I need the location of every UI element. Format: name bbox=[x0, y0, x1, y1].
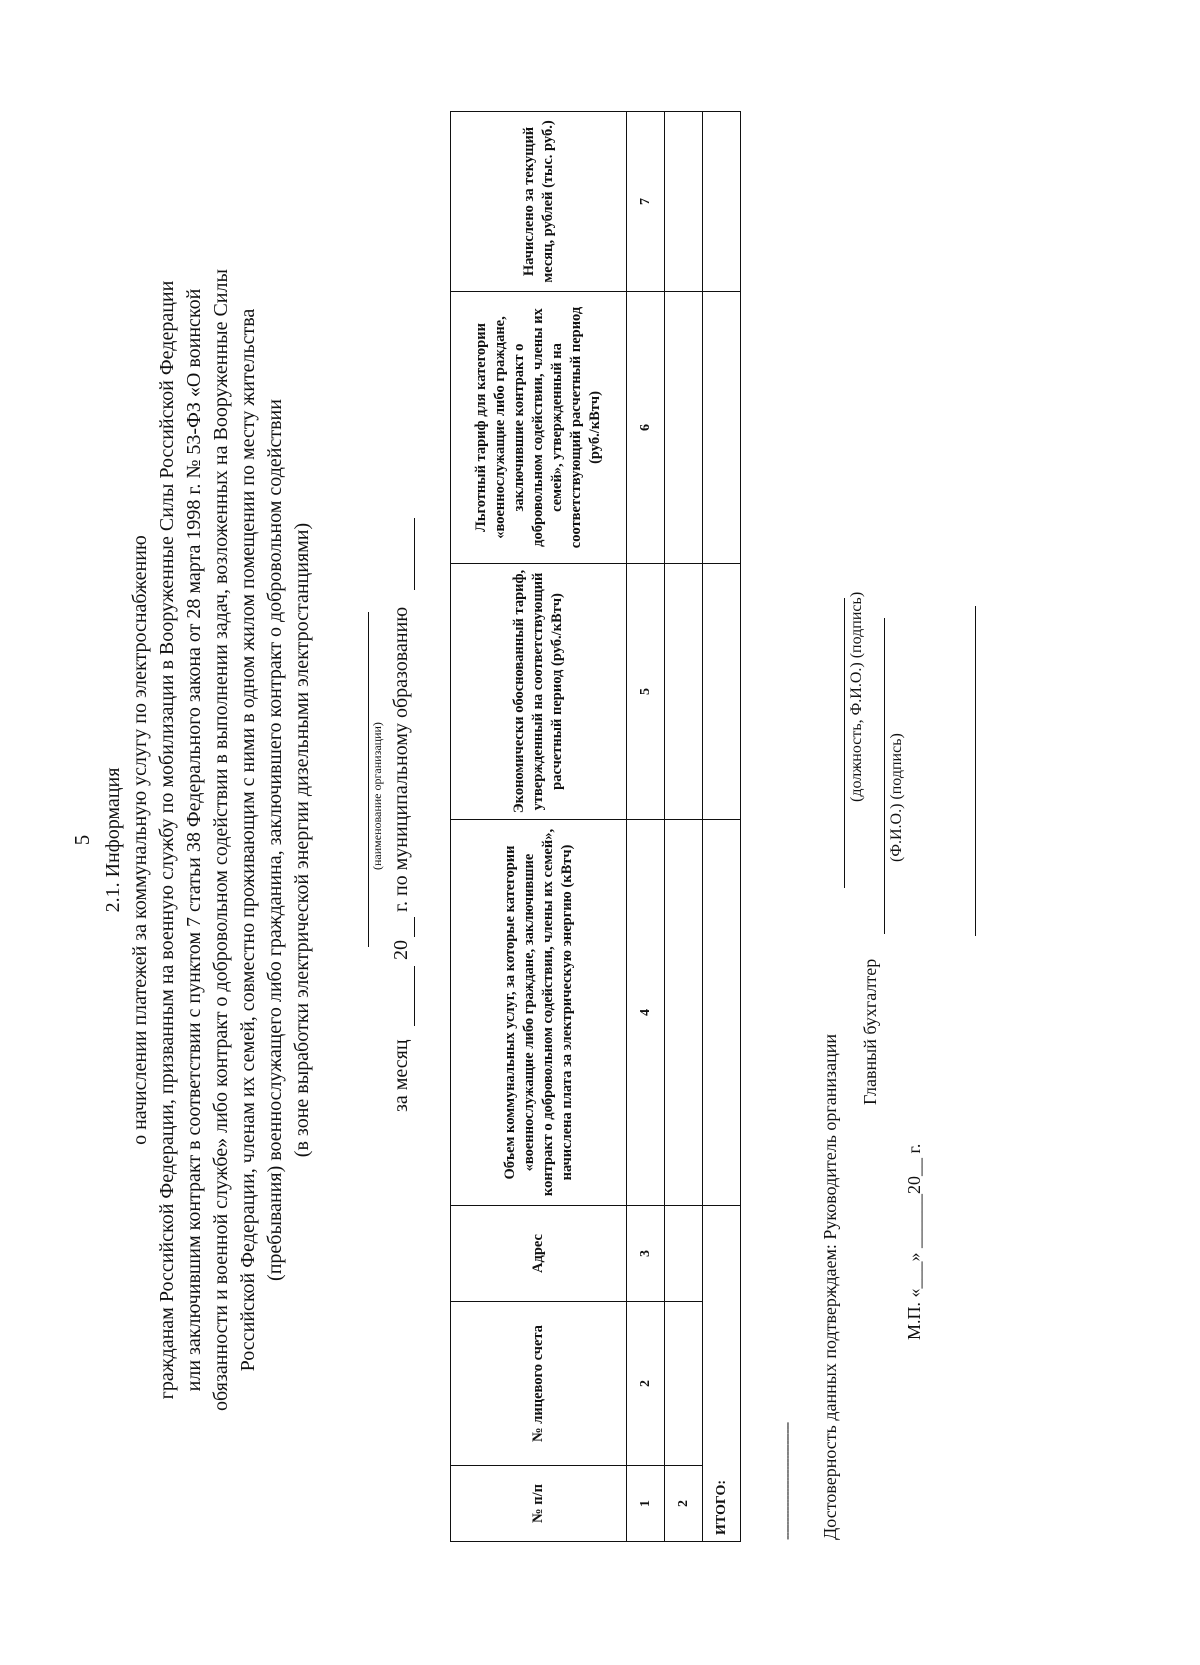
row-number: 2 bbox=[665, 1466, 703, 1542]
table-cell bbox=[703, 112, 741, 292]
table-header-row bbox=[451, 112, 627, 1542]
col-header-preferential-tariff: Льготный тариф для категории «военнослужащие либо граждане, заключившие контракт о добровольном содействии, члены их семей», утвержденный на соответствующий расчетный период (руб./кВтч) bbox=[451, 292, 627, 564]
heading-line: обязанности и военной службе» либо контракт о добровольном содействии в выполнении задач, возложенных на Вооруженные Силы bbox=[210, 269, 232, 1411]
table-cell bbox=[665, 820, 703, 1206]
column-number: 2 bbox=[627, 1302, 665, 1466]
table-row bbox=[665, 112, 703, 1542]
period-year-prefix: 20 bbox=[390, 940, 412, 960]
total-label: ИТОГО: bbox=[703, 1206, 741, 1542]
page-number: 5 bbox=[70, 834, 94, 846]
column-number: 7 bbox=[627, 112, 665, 292]
table-cell bbox=[665, 112, 703, 292]
org-name-line bbox=[368, 612, 369, 947]
column-number: 3 bbox=[627, 1206, 665, 1302]
table-row bbox=[627, 112, 665, 1542]
confirm-label: Достоверность данных подтверждаем: Руководитель организации bbox=[820, 1033, 840, 1540]
table-cell bbox=[703, 564, 741, 820]
accountant-signature-caption: (Ф.И.О.) (подпись) bbox=[888, 733, 905, 862]
column-number: 5 bbox=[627, 564, 665, 820]
col-header-address: Адрес bbox=[451, 1206, 627, 1302]
heading-title: 2.1. Информация bbox=[102, 767, 124, 913]
year-blank bbox=[414, 917, 415, 937]
org-name-caption: (наименование организации) bbox=[370, 722, 384, 870]
head-signature-caption: (должность, Ф.И.О.) (подпись) bbox=[848, 591, 865, 802]
head-signature-line bbox=[844, 598, 845, 888]
col-header-number: № п/п bbox=[451, 1466, 627, 1542]
accountant-signature-line bbox=[884, 618, 885, 934]
heading-line: Российской Федерации, членам их семей, совместно проживающим с ними в одном жилом помещении по месту жительства bbox=[237, 308, 259, 1372]
date-blank-line bbox=[975, 606, 976, 936]
heading-line: (пребывания) военнослужащего либо гражданина, заключившего контракт о добровольном содействии bbox=[264, 399, 286, 1281]
period-suffix: г. по муниципальному образованию bbox=[390, 606, 412, 912]
table-cell bbox=[665, 1206, 703, 1302]
col-header-volume: Объем коммунальных услуг, за которые категории «военнослужащие либо граждане, заключившие контракт о добровольном содействии, члены их семей», начислена плата за электрическую энергию (кВтч) bbox=[451, 820, 627, 1206]
table-cell bbox=[665, 564, 703, 820]
heading-line: гражданам Российской Федерации, призванным на военную службу по мобилизации в Вооруженные Силы Российской Федерации bbox=[156, 280, 178, 1400]
document-heading bbox=[100, 120, 316, 1560]
stamp-date: М.П. «___» ______20__ г. bbox=[904, 1143, 924, 1340]
table-cell bbox=[665, 1302, 703, 1466]
col-header-economic-tariff: Экономически обоснованный тариф, утвержденный на соответствующий расчетный период (руб./кВтч) bbox=[451, 564, 627, 820]
column-number: 6 bbox=[627, 292, 665, 564]
accountant-label: Главный бухгалтер bbox=[860, 958, 880, 1105]
table-cell bbox=[703, 292, 741, 564]
table-cell bbox=[703, 820, 741, 1206]
heading-line: о начислении платежей за коммунальную услугу по электроснабжению bbox=[129, 535, 151, 1145]
document-page bbox=[40, 40, 1180, 1640]
column-number: 4 bbox=[627, 820, 665, 1206]
charges-table bbox=[450, 111, 741, 1542]
period-prefix: за месяц bbox=[390, 1039, 412, 1112]
month-blank bbox=[414, 966, 415, 1026]
heading-line: или заключившим контракт в соответствии с пунктом 7 статьи 38 Федерального закона от 28 марта 1998 г. № 53-ФЗ «О воинской bbox=[183, 288, 205, 1392]
col-header-charged: Начислено за текущий месяц, рублей (тыс. руб.) bbox=[451, 112, 627, 292]
total-row bbox=[703, 112, 741, 1542]
municipality-blank bbox=[414, 518, 415, 590]
column-number: 1 bbox=[627, 1466, 665, 1542]
footnote-separator: -------------------------------- bbox=[780, 1422, 795, 1540]
heading-line: (в зоне выработки электрической энергии дизельными электростанциями) bbox=[291, 522, 313, 1158]
col-header-account: № лицевого счета bbox=[451, 1302, 627, 1466]
table-cell bbox=[665, 292, 703, 564]
